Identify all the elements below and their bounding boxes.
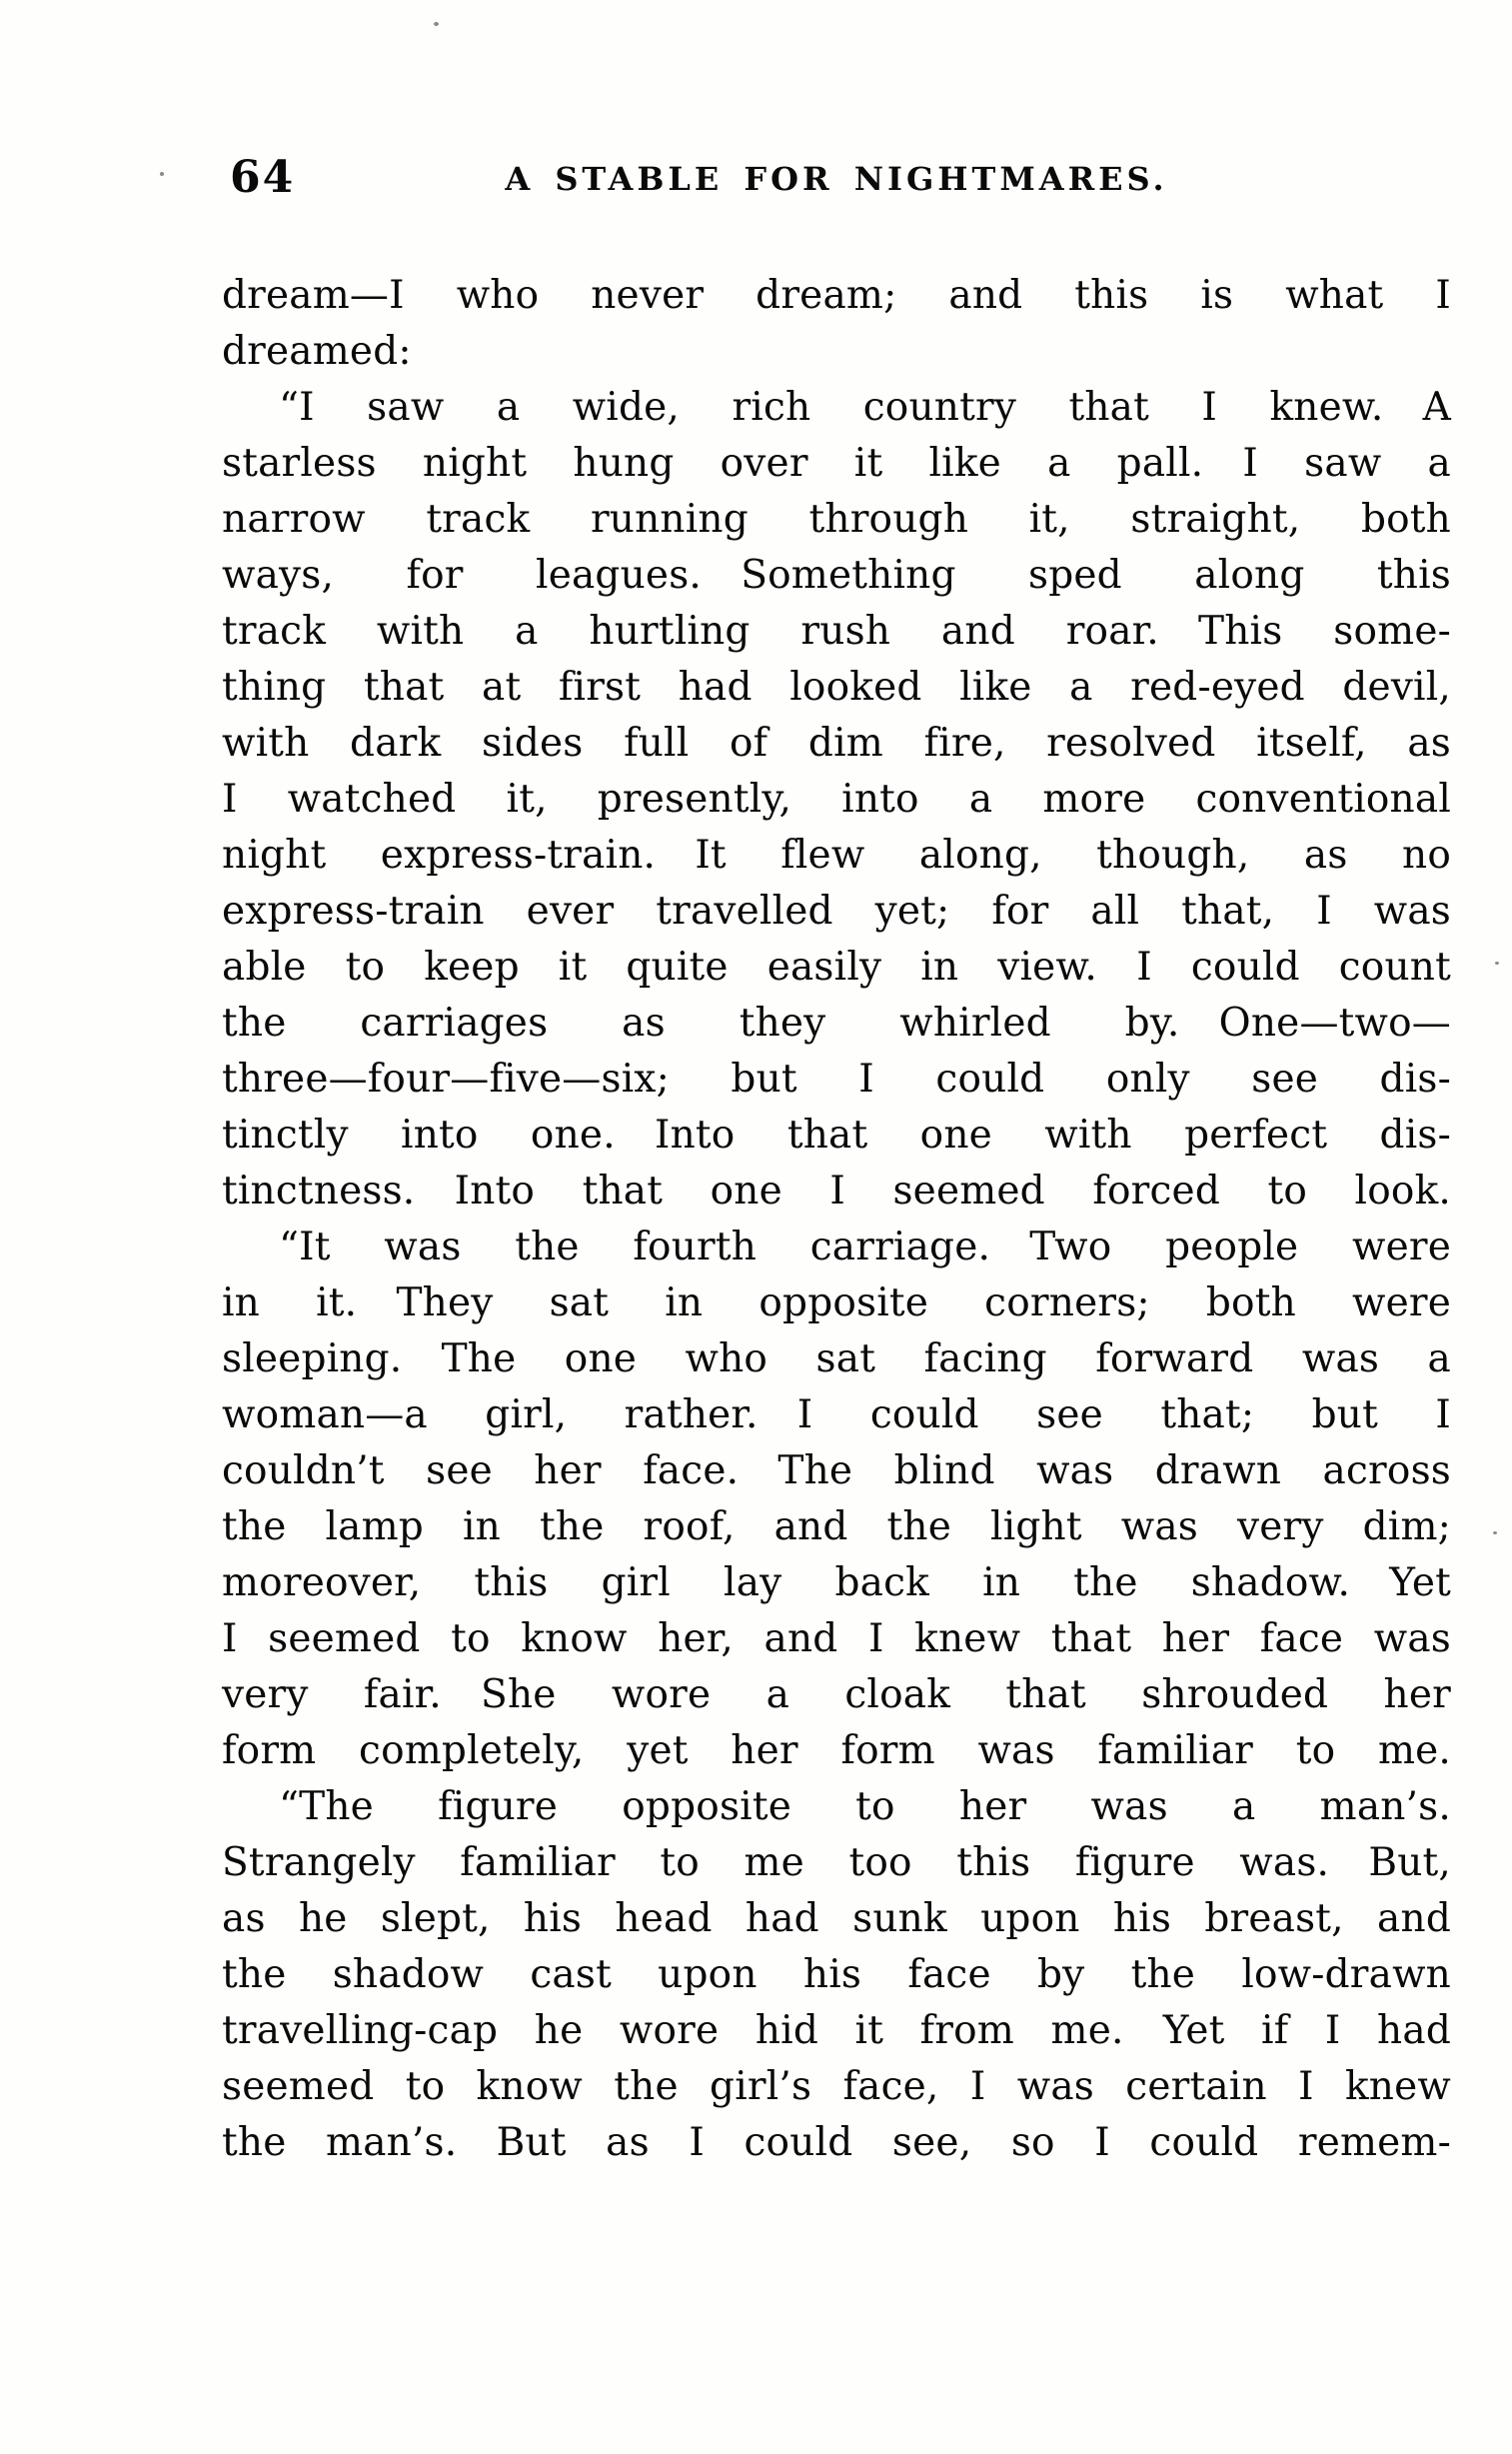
text-line: moreover, this girl lay back in the shadow. Yet: [222, 1560, 1451, 1605]
text-line: track with a hurtling rush and roar. This some-: [222, 609, 1451, 654]
text-line: “The figure opposite to her was a man’s.: [279, 1784, 1451, 1829]
text-line: night express-train. It flew along, though, as no: [222, 833, 1451, 878]
scan-speck: [1495, 962, 1499, 965]
page-number: 64: [230, 152, 296, 203]
text-line: narrow track running through it, straight, both: [222, 497, 1451, 542]
body-text: [222, 268, 1451, 2171]
running-title: A STABLE FOR NIGHTMARES.: [505, 160, 1168, 198]
text-line: the man’s. But as I could see, so I could remem-: [222, 2120, 1451, 2165]
text-line: couldn’t see her face. The blind was drawn across: [222, 1448, 1451, 1493]
text-line: tinctly into one. Into that one with perfect dis-: [222, 1113, 1451, 1158]
text-line: three—four—five—six; but I could only see dis-: [222, 1057, 1451, 1102]
text-line: “It was the fourth carriage. Two people were: [279, 1225, 1451, 1269]
page-content: [222, 152, 1451, 2171]
text-line: I watched it, presently, into a more conventional: [222, 777, 1451, 822]
page-header: [222, 152, 1451, 210]
text-line: the carriages as they whirled by. One—two—: [222, 1001, 1451, 1046]
text-line: the shadow cast upon his face by the low-drawn: [222, 1952, 1451, 1997]
text-line: starless night hung over it like a pall. I saw a: [222, 441, 1451, 486]
text-line: tinctness. Into that one I seemed forced to look.: [222, 1169, 1451, 1214]
text-line: thing that at first had looked like a red-eyed devil,: [222, 665, 1451, 710]
text-line: woman—a girl, rather. I could see that; but I: [222, 1392, 1451, 1437]
text-line: very fair. She wore a cloak that shrouded her: [222, 1672, 1451, 1717]
text-line: the lamp in the roof, and the light was very dim;: [222, 1504, 1451, 1549]
text-line: Strangely familiar to me too this figure was. But,: [222, 1840, 1451, 1885]
scan-speck: [1493, 1531, 1497, 1534]
text-line: travelling-cap he wore hid it from me. Yet if I had: [222, 2008, 1451, 2053]
text-line: “I saw a wide, rich country that I knew. A: [279, 385, 1451, 430]
text-line: form completely, yet her form was familiar to me.: [222, 1728, 1451, 1773]
text-line: ways, for leagues. Something sped along this: [222, 553, 1451, 598]
text-line: I seemed to know her, and I knew that her face was: [222, 1616, 1451, 1661]
text-line: in it. They sat in opposite corners; both were: [222, 1280, 1451, 1325]
text-line: able to keep it quite easily in view. I could count: [222, 945, 1451, 990]
text-line: sleeping. The one who sat facing forward was a: [222, 1336, 1451, 1381]
scan-speck: [434, 22, 439, 26]
scan-speck: [160, 172, 164, 176]
text-line: seemed to know the girl’s face, I was certain I knew: [222, 2064, 1451, 2109]
text-line: dreamed:: [222, 329, 412, 374]
text-line: dream—I who never dream; and this is what I: [222, 273, 1451, 318]
text-line: with dark sides full of dim fire, resolved itself, as: [222, 721, 1451, 766]
text-line: express-train ever travelled yet; for all that, I was: [222, 889, 1451, 934]
text-line: as he slept, his head had sunk upon his breast, and: [222, 1896, 1451, 1941]
